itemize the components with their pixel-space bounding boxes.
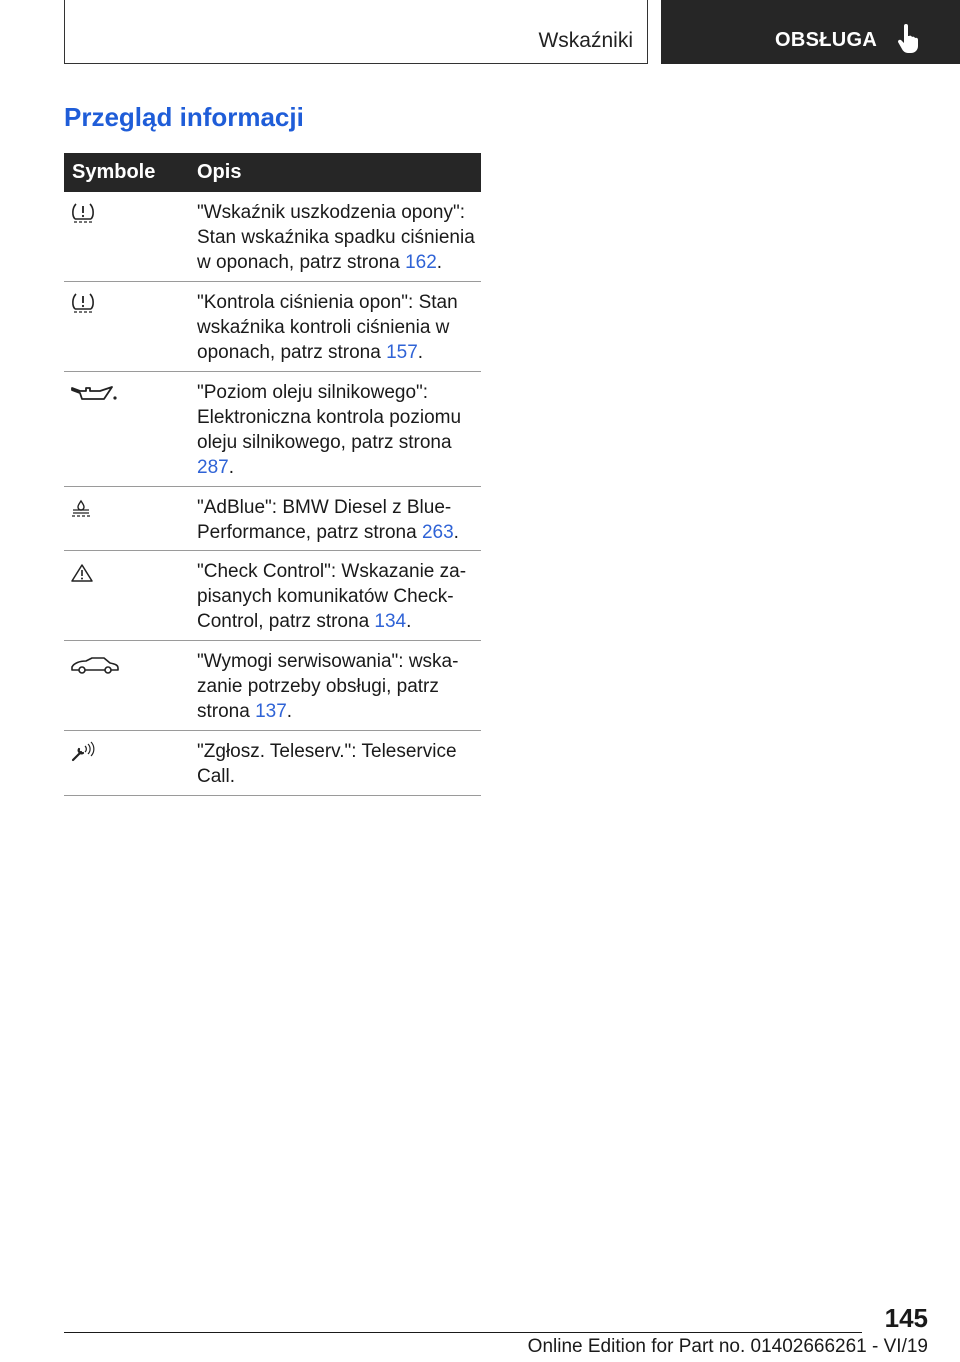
pointing-hand-icon <box>897 24 919 54</box>
table-row <box>64 731 481 796</box>
info-table <box>64 153 481 796</box>
symbol-cell <box>64 192 197 281</box>
table-row <box>64 487 481 551</box>
symbol-cell <box>64 487 197 550</box>
description-cell: "Kontrola ciśnienia opon": Stan wskaźnika kontroli ciśnienia w oponach, patrz strona 157. <box>197 292 458 363</box>
header-chapter-box <box>661 0 960 64</box>
symbol-cell <box>64 731 197 795</box>
page-number: 145 <box>884 1303 928 1333</box>
oil-can-icon <box>70 384 118 404</box>
description-cell: "Poziom oleju silnikowego": Elektroniczna kontrola poziomu oleju silnikowego, patrz strona 287. <box>197 382 462 478</box>
symbol-cell <box>64 372 197 486</box>
header-chapter-label: OBSŁUGA <box>775 29 878 51</box>
symbol-cell <box>64 551 197 640</box>
table-row <box>64 192 481 282</box>
table-row <box>64 551 481 641</box>
header-description: Opis <box>197 161 242 183</box>
tire-pressure-warning-icon <box>70 202 96 224</box>
page-link[interactable]: 137 <box>255 701 287 722</box>
description-cell: "AdBlue": BMW Diesel z Blue-Performance, patrz strona 263. <box>197 497 459 543</box>
table-row <box>64 282 481 372</box>
teleservice-wrench-icon <box>70 741 96 763</box>
header-symbol: Symbole <box>72 161 156 183</box>
description-cell: "Wskaźnik uszkodzenia opony": Stan wskaźnika spadku ciśnienia w oponach, patrz strona 162. <box>197 202 475 273</box>
symbol-cell <box>64 282 197 371</box>
table-header <box>64 153 481 192</box>
page-link[interactable]: 157 <box>386 342 418 363</box>
warning-triangle-icon <box>70 563 94 583</box>
symbol-cell <box>64 641 197 730</box>
description-cell: "Wymogi serwisowania": wska-zanie potrzeby obsługi, patrz strona 137. <box>197 651 459 722</box>
page-title: Przegląd informacji <box>64 102 304 132</box>
description-cell: "Check Control": Wskazanie za-pisanych komunikatów Check-Control, patrz strona 134. <box>197 561 467 632</box>
page-link[interactable]: 162 <box>405 252 437 273</box>
table-row <box>64 372 481 487</box>
header-section-box <box>64 0 648 64</box>
footer-divider <box>64 1332 862 1333</box>
header-section-label: Wskaźniki <box>538 29 633 52</box>
adblue-icon <box>70 499 92 519</box>
tire-pressure-monitor-icon <box>70 292 96 314</box>
page-link[interactable]: 287 <box>197 457 229 478</box>
description-cell: "Zgłosz. Teleserv.": Teleservice Call. <box>197 741 457 787</box>
page-link[interactable]: 134 <box>374 611 407 632</box>
page-link[interactable]: 263 <box>421 522 454 543</box>
service-car-icon <box>70 655 120 675</box>
table-row <box>64 641 481 731</box>
edition-info: Online Edition for Part no. 01402666261 - VI/19 <box>527 1336 928 1357</box>
